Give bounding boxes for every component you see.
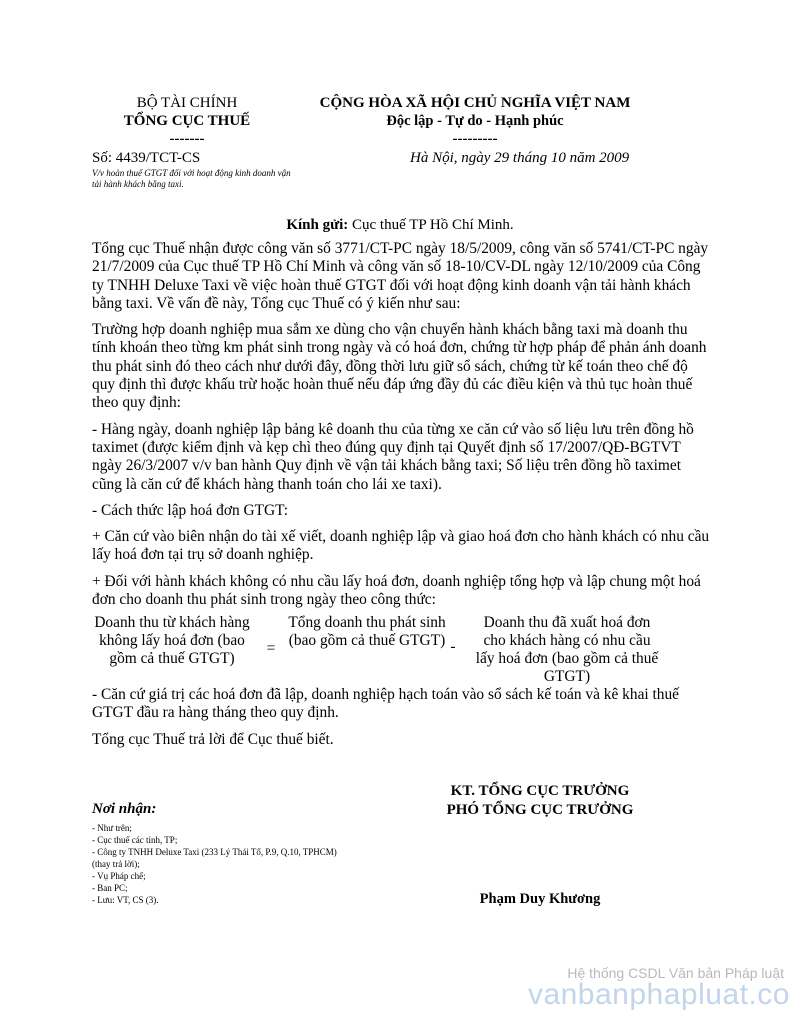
recipients-title: Nơi nhận: <box>92 801 157 817</box>
watermark-site: vanbanphapluat.co <box>527 978 790 1011</box>
document-subject: V/v hoàn thuế GTGT đối với hoạt động kinh doanh vận tải hành khách bằng taxi. <box>92 168 291 189</box>
list-item: - Vụ Pháp chế; <box>92 871 146 881</box>
date-line: Hà Nội, ngày 29 tháng 10 năm 2009 <box>410 150 630 166</box>
watermark-caption: Hệ thống CSDL Văn bản Pháp luật <box>567 965 784 981</box>
paragraph: - Căn cứ giá trị các hoá đơn đã lập, doanh nghiệp hạch toán vào sổ sách kế toán và kê khai thuế GTGT đầu ra hàng tháng theo quy định. <box>92 686 680 722</box>
paragraph: - Cách thức lập hoá đơn GTGT: <box>92 501 289 519</box>
paragraph: + Căn cứ vào biên nhận do tài xế viết, doanh nghiệp lập và giao hoá đơn cho hành khách có nhu cầu lấy hoá đơn tại trụ sở doanh nghiệp. <box>92 528 710 564</box>
signer-name: Phạm Duy Khương <box>479 891 601 907</box>
ministry-name: BỘ TÀI CHÍNH <box>136 95 238 111</box>
list-item: - Lưu: VT, CS (3). <box>92 895 159 905</box>
list-item: - Công ty TNHH Deluxe Taxi (233 Lý Thái Tổ, P.9, Q.10, TPHCM)(thay trả lời); <box>92 847 337 869</box>
letter-body <box>92 240 712 617</box>
formula-equals-sign: = <box>266 640 276 657</box>
signature-line-1: KT. TỔNG CỤC TRƯỞNG <box>450 783 630 799</box>
national-header <box>290 94 660 148</box>
revenue-formula <box>92 614 712 686</box>
formula-term-invoiced-revenue: Doanh thu đã xuất hoá đơn cho khách hàng có nhu cầu lấy hoá đơn (bao gồm cả thuế GTGT) <box>475 614 659 685</box>
letter-body-continued <box>92 686 712 757</box>
signature-title <box>410 782 670 820</box>
formula-term-total-revenue: Tổng doanh thu phát sinh (bao gồm cả thuế GTGT) <box>288 614 446 649</box>
list-item: - Như trên; <box>92 823 132 833</box>
addressee-value: Cục thuế TP Hồ Chí Minh. <box>352 217 514 233</box>
addressee <box>0 217 800 234</box>
list-item: - Ban PC; <box>92 883 128 893</box>
recipients-list <box>92 822 352 906</box>
paragraph: Tổng cục Thuế trả lời để Cục thuế biết. <box>92 730 334 748</box>
document-number: Số: 4439/TCT-CS <box>92 150 201 166</box>
paragraph: - Hàng ngày, doanh nghiệp lập bảng kê doanh thu của từng xe căn cứ vào số liệu lưu trên đồng hồ taximet (được kiểm định và kẹp chì theo đúng quy định tại Quyết định số 17/2007/QĐ-BGTVT ngày 26/3/2007 v/v ban hành Quy định về vận tải khách bằng taxi; Số liệu trên đồng hồ taximet cũng là căn cứ để khách hàng thanh toán cho lái xe taxi). <box>92 420 694 493</box>
signature-line-2: PHÓ TỔNG CỤC TRƯỞNG <box>446 802 634 818</box>
department-name: TỔNG CỤC THUẾ <box>123 113 251 129</box>
formula-term-customers-no-invoice: Doanh thu từ khách hàng không lấy hoá đơn (bao gồm cả thuế GTGT) <box>94 614 250 667</box>
national-motto: Độc lập - Tự do - Hạnh phúc <box>386 113 564 129</box>
paragraph: + Đối với hành khách không có nhu cầu lấy hoá đơn, doanh nghiệp tổng hợp và lập chung một hoá đơn cho doanh thu phát sinh trong ngày theo công thức: <box>92 572 701 609</box>
country-name: CỘNG HÒA XÃ HỘI CHỦ NGHĨA VIỆT NAM <box>319 95 631 111</box>
addressee-label: Kính gửi: <box>286 217 349 233</box>
paragraph: Tổng cục Thuế nhận được công văn số 3771/CT-PC ngày 18/5/2009, công văn số 5741/CT-PC ngày 21/7/2009 của Cục thuế TP Hồ Chí Minh và công văn số 18-10/CV-DL ngày 12/10/2009 của Công ty TNHH Deluxe Taxi về việc hoàn thuế GTGT đối với hoạt động kinh doanh vận tải hành khách bằng taxi. Về vấn đề này, Tổng cục Thuế có ý kiến như sau: <box>92 240 709 312</box>
list-item: - Cục thuế các tỉnh, TP; <box>92 835 178 845</box>
issuing-agency-header <box>92 94 282 148</box>
formula-minus-sign: - <box>450 638 456 655</box>
header-left-separator: ------- <box>169 131 205 147</box>
paragraph: Trường hợp doanh nghiệp mua sắm xe dùng cho vận chuyển hành khách bằng taxi mà doanh thu tính khoán theo từng km phát sinh trong ngày và có hoá đơn, chứng từ hợp pháp để phản ánh doanh thu phát sinh đó theo cách như dưới đây, đồng thời lưu giữ sổ sách, chứng từ kế toán theo chế độ quy định thì được khấu trừ hoặc hoàn thuế nếu đáp ứng đầy đủ các điều kiện và thủ tục hoàn thuế theo quy định: <box>92 321 707 412</box>
header-right-separator: --------- <box>452 131 498 147</box>
